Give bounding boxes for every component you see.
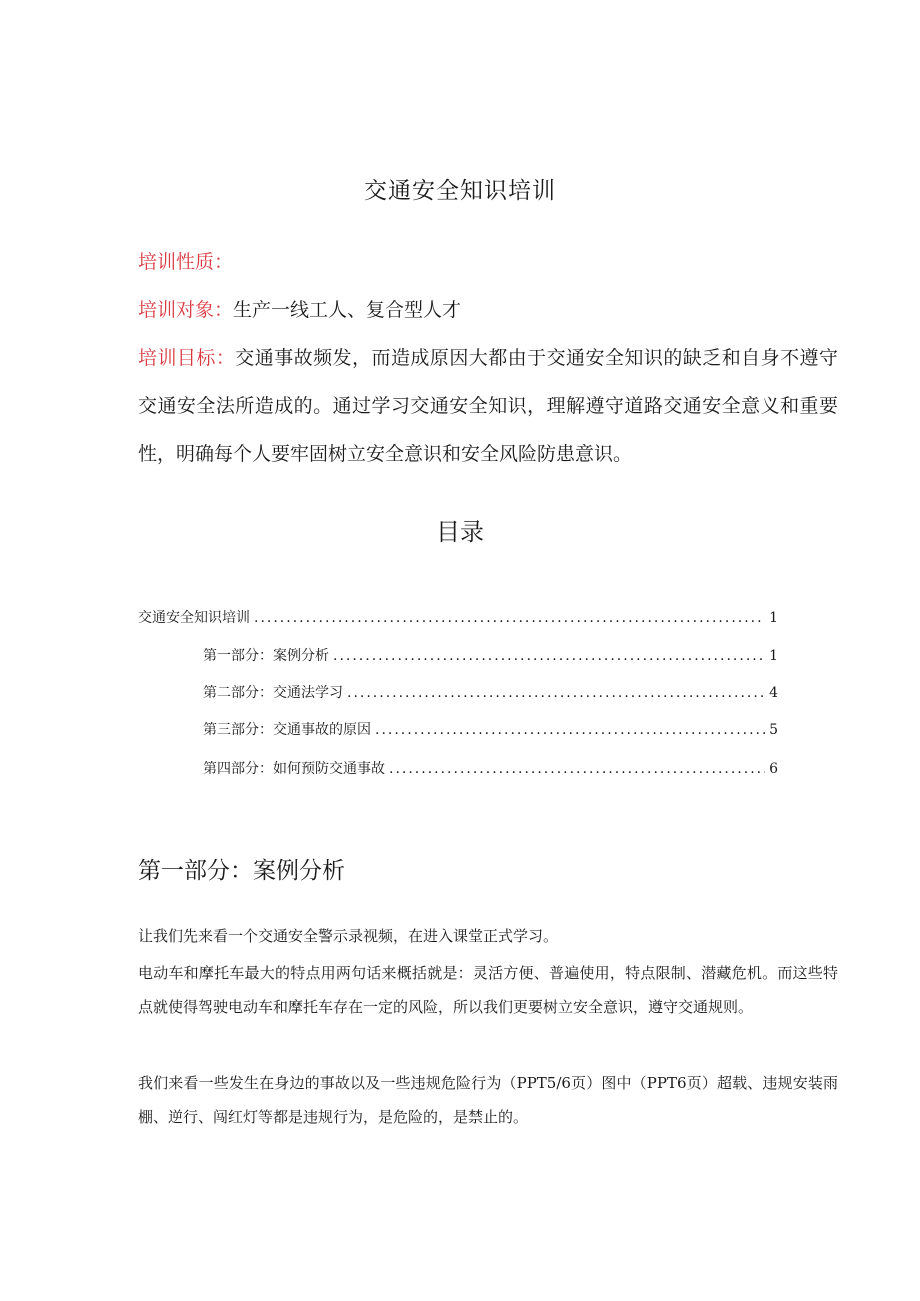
training-goal-value: 交通事故频发，而造成原因大都由于交通安全知识的缺乏和自身不遵守交通安全法所造成的。通过学习交通安全知识，理解遵守道路交通安全意义和重要性，明确每个人要牢固树立安全意识和安全风险防患意识。	[138, 347, 838, 465]
toc-entry-label: 第二部分：交通法学习	[203, 685, 343, 701]
toc-leader-dots	[333, 648, 765, 664]
toc-leader-dots	[389, 761, 765, 777]
document-title: 交通安全知识培训	[364, 178, 556, 204]
toc-leader-dots	[347, 685, 765, 701]
training-goal-paragraph	[138, 334, 838, 478]
training-audience-label: 培训对象：	[138, 299, 234, 321]
body-paragraph: 电动车和摩托车最大的特点用两句话来概括就是：灵活方便、普遍使用，特点限制、潜藏危机。而这些特点就使得驾驶电动车和摩托车存在一定的风险，所以我们更要树立安全意识，遵守交通规则。	[138, 964, 838, 1016]
toc-entry[interactable]	[203, 645, 778, 667]
training-audience-line	[138, 284, 838, 336]
toc-entry-page: 1	[769, 648, 778, 664]
training-goal-label: 培训目标：	[138, 347, 236, 369]
body-paragraph: 让我们先来看一个交通安全警示录视频，在进入课堂正式学习。	[138, 927, 559, 945]
toc-entry-label: 交通安全知识培训	[138, 610, 250, 626]
toc-leader-dots	[375, 722, 765, 738]
toc-entry[interactable]	[203, 719, 778, 741]
body-paragraph: 我们来看一些发生在身边的事故以及一些违规危险行为（PPT5/6页）图中（PPT6页）超载、违规安装雨棚、逆行、闯红灯等都是违规行为，是危险的，是禁止的。	[138, 1074, 838, 1126]
training-nature-line	[138, 236, 838, 288]
toc-entry-page: 6	[769, 761, 778, 777]
toc-entry-label: 第一部分：案例分析	[203, 648, 329, 664]
toc-entry[interactable]	[138, 607, 778, 629]
training-nature-label: 培训性质：	[138, 251, 234, 273]
training-audience-value: 生产一线工人、复合型人才	[233, 299, 462, 321]
toc-entry[interactable]	[203, 682, 778, 704]
toc-title: 目录	[436, 518, 484, 546]
toc-leader-dots	[254, 610, 765, 626]
toc-entry[interactable]	[203, 758, 778, 780]
toc-entry-label: 第三部分：交通事故的原因	[203, 722, 371, 738]
toc-entry-page: 1	[769, 610, 778, 626]
toc-entry-page: 4	[769, 685, 778, 701]
toc-entry-label: 第四部分：如何预防交通事故	[203, 761, 385, 777]
section-heading: 第一部分：案例分析	[138, 858, 345, 884]
toc-entry-page: 5	[769, 722, 778, 738]
